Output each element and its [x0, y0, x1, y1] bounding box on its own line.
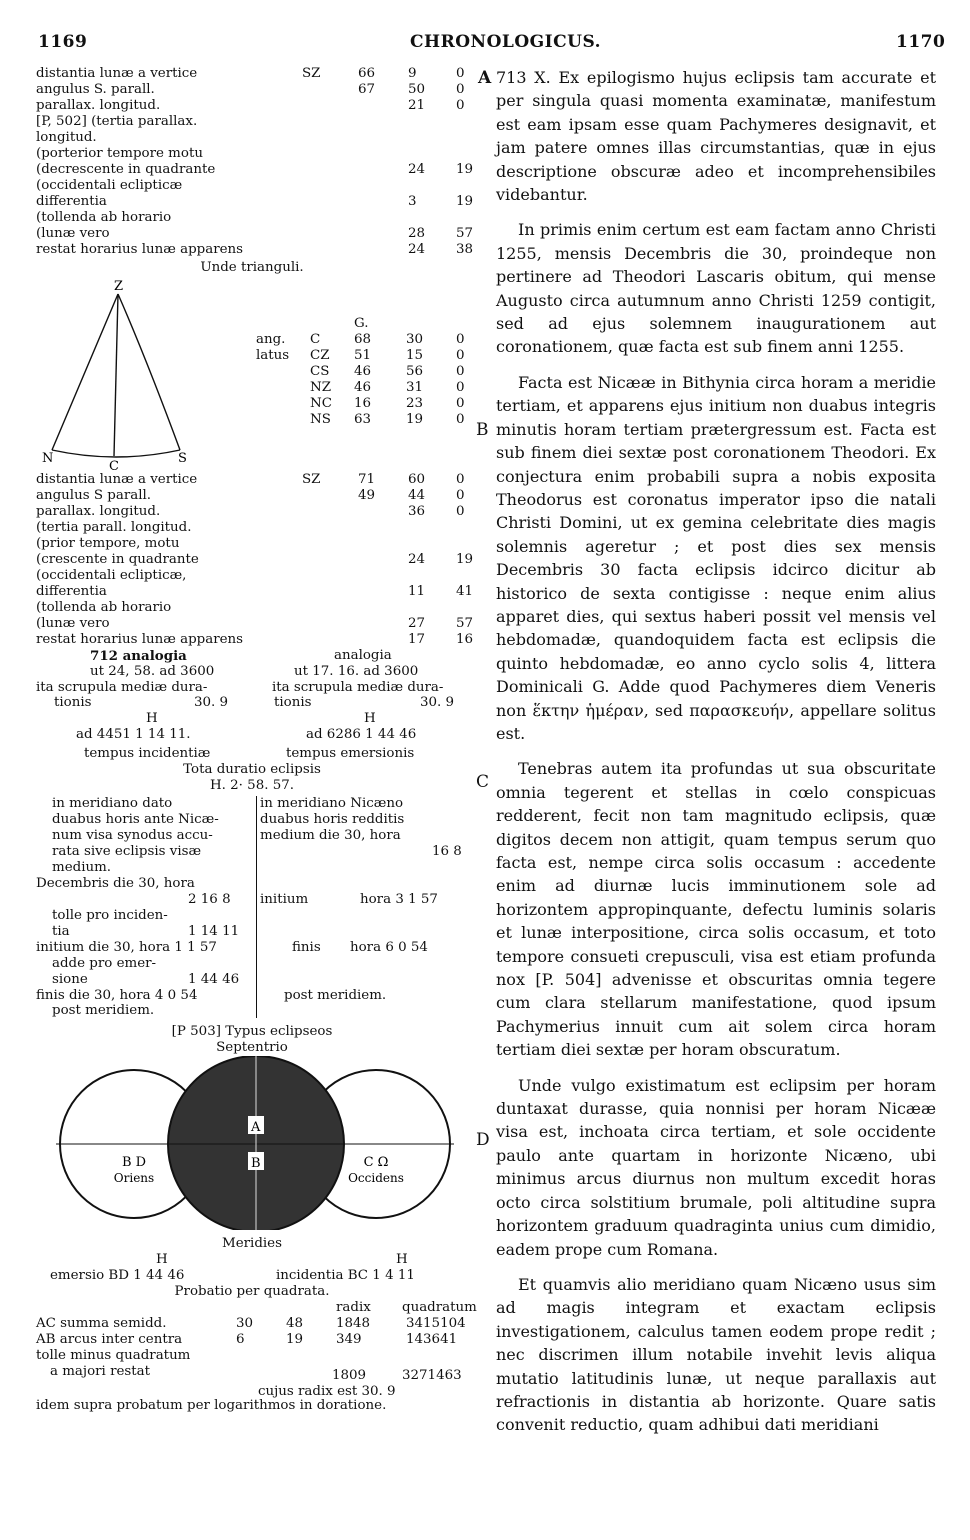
angles-header: G. — [354, 316, 369, 331]
probatio-table — [36, 1300, 477, 1413]
analogia-left-2: ita scrupula mediæ dura- — [36, 680, 208, 695]
angles-value: 15 — [406, 348, 424, 363]
margin-letter-b: B — [476, 420, 489, 440]
meridian-dec-line: Decembris die 30, hora — [36, 876, 195, 891]
probatio-col-radix: radix — [336, 1300, 371, 1315]
angles-value: 68 — [354, 332, 372, 347]
t2-value: 19 — [456, 552, 474, 567]
paragraph-5: Unde vulgo existimatum est eclipsim per horam duntaxat durasse, quia nonnisi per horam Nicææ visa est, inchoata circa tertiam, et sole occidente paulo ante quartam in horizonte Nicæno, ubi minimus arcus diurnus non multum excedit horas octo circa solstitium brumale, poli altitudine supra horizontem graduum quadraginta unius cum dimidio, eadem prope cum Romana. — [496, 1075, 936, 1259]
probatio-row — [36, 1316, 468, 1332]
angles-value: 0 — [456, 332, 465, 347]
t2-label: distantia lunæ a vertice — [36, 472, 198, 487]
tota-duratio-value: H. 2· 58. 57. — [209, 778, 295, 793]
angles-value: 51 — [354, 348, 372, 363]
angles-value: 46 — [354, 364, 372, 379]
t1-value: 21 — [408, 98, 426, 113]
t1-row — [36, 210, 468, 226]
t1-label: parallax. longitud. — [36, 98, 161, 113]
t1-value: 0 — [456, 82, 465, 97]
t1-label: [P, 502] (tertia parallax. — [36, 114, 198, 129]
t1-value: 9 — [408, 66, 417, 81]
probatio-a: 30 — [236, 1316, 254, 1331]
t1-label: (decrescente in quadrante — [36, 162, 216, 177]
right-column — [496, 66, 936, 1449]
angles-value: 31 — [406, 380, 424, 395]
probatio-tolle-2: a majori restat — [50, 1364, 151, 1379]
t2-row — [36, 552, 474, 568]
analogia-left-4: ad 4451 1 14 11. — [76, 727, 191, 742]
t2-row — [36, 504, 468, 520]
t2-label: (crescente in quadrante — [36, 552, 199, 567]
probatio-a: 6 — [236, 1332, 245, 1347]
emersio-block — [36, 1252, 468, 1284]
analogia-right-1: ut 17. 16. ad 3600 — [294, 664, 419, 679]
t1-label: restat horarius lunæ apparens — [36, 242, 244, 257]
triangle-base — [52, 450, 180, 457]
t1-value: 24 — [408, 242, 426, 257]
running-title: CHRONOLOGICUS. — [410, 32, 602, 52]
probatio-rest-quad: 3271463 — [402, 1368, 462, 1383]
meridian-adde-1: adde pro emer- — [52, 956, 157, 971]
angles-value: 56 — [406, 364, 424, 379]
meridian-left-line: duabus horis ante Nicæ- — [52, 812, 219, 827]
t1-label: (occidentali eclipticæ — [36, 178, 183, 193]
t2-value: 0 — [456, 472, 465, 487]
t1-row — [36, 194, 474, 210]
margin-letter-d: D — [476, 1130, 490, 1150]
t1-label: (porterior tempore motu — [36, 146, 203, 161]
probatio-label: AB arcus inter centra — [36, 1332, 183, 1347]
t2-value: 11 — [408, 584, 426, 599]
angles-value: 19 — [406, 412, 424, 427]
figure-label-a: A — [251, 1120, 261, 1135]
t1-row — [36, 162, 474, 178]
meridian-post-2: post meridiem. — [52, 1003, 155, 1018]
t1-value: 38 — [456, 242, 474, 257]
t2-value: 0 — [456, 504, 465, 519]
angles-value: 23 — [406, 396, 424, 411]
t2-row — [36, 632, 474, 648]
angles-b: NZ — [310, 380, 332, 395]
right-circle-label: C Ω — [363, 1155, 389, 1170]
figure-label-b: B — [251, 1156, 261, 1171]
angles-a: latus — [256, 348, 290, 363]
meridian-right-line: duabus horis redditis — [260, 812, 405, 827]
paragraph-6: Et quamvis alio meridiano quam Nicæno usus sim ad magis integram et exactam eclipsis investigationem, calculus tamen eodem prope redit ; nec discrimen illum notabile invehit levis aliqua mutatio latitudinis lunæ, ut neque parallaxis aut refractionis in distantia ab horizonte. Quare satis convenit reductio, quam adhibui dati meridiani — [496, 1274, 936, 1435]
analogia-h-left: H — [146, 711, 158, 726]
t1-row — [36, 146, 468, 162]
paragraph-4: Tenebras autem ita profundas ut sua obscuritate omnia tegerent et stellas in cœlo conspicuas redderent, fecit non tam magnitudo eclipsis, quæ digitos decem non attigit, quam tempus serum quo facta est, nempe circa solis occasum : accedente enim ad diurnæ lucis imminutionem sole ad horizontem appropinquante, defectu luminis solaris et lunæ interpositione, circa solis occasum, et toto tempore consueti crepusculi, visa est etiam profunda nox [P. 504] advenisse et obscuritas omnia tegere cum clara stellarum manifestatione, quod ipsum Pachymerius innuit cum ait solem circa horam tertiam diei sextæ per horam obscuratum. — [496, 759, 936, 1060]
parallax-table-2 — [36, 472, 474, 648]
meridian-left-line: in meridiano dato — [52, 796, 173, 811]
analogia-right-4: ad 6286 1 44 46 — [306, 727, 417, 742]
t1-label: (lunæ vero — [36, 226, 110, 241]
t2-label: (prior tempore, motu — [36, 536, 180, 551]
meridian-finis-label: finis — [292, 940, 321, 955]
probatio-col-quadr: quadratum — [402, 1300, 477, 1315]
t1-row — [36, 82, 468, 98]
meridian-initium-hora: hora 3 1 57 — [360, 892, 438, 907]
paragraph-2: In primis enim certum est eam factam anno Christi 1255, mensis Decembris die 30, proindeque non pertinere ad Theodori Lascaris obitum, qui mense Augusto circa autumnum anno Christi 1259 contigit, sed ad ejus solemnem inaugurationem aut coronationem, quæ facta est sub finem anni 1255. — [496, 220, 936, 357]
label-c: C — [109, 459, 119, 472]
meridian-block — [36, 796, 468, 1018]
meridian-left-line: medium. — [52, 860, 112, 875]
angles-value: 0 — [456, 364, 465, 379]
angles-b: CS — [310, 364, 330, 379]
page-number-left: 1169 — [38, 32, 88, 52]
angles-b: NS — [310, 412, 331, 427]
t1-value: 19 — [456, 194, 474, 209]
t1-label: distantia lunæ a vertice — [36, 66, 198, 81]
figure-caption: [P 503] Typus eclipseos — [171, 1024, 333, 1039]
meridian-initium-label: initium — [260, 892, 309, 907]
paragraph-3: Facta est Nicææ in Bithynia circa horam a meridie tertiam, et apparens ejus initium non duabus integris minutis horam tertiam prætergressum est. Facta est sub finem diei sextæ post coronationem Theodori. Ex conjectura enim probabili supra a nobis exposita Theodorus est coronatus imperator ipso die natali Christi Domini, ut ex gemina celebritate dies magis solemnis ageretur ; et post dies sex mensis Decembris 30 facta eclipsis idcirco dicitur ab historico de sexta contigisse : neque enim alius apparet dies, qui sextus haberi possit vel mensis vel hebdomadæ, quandoquidem facta est eclipsis die quinto hebdomadæ, eo anno cyclo solis 4, littera Dominicali G. Adde quod Pachymeres diem Veneris non ἕκτην ἡμέραν, sed παρασκευήν, appellare solitus est. — [496, 372, 936, 743]
t1-row — [36, 242, 474, 258]
meridian-finis-hora: hora 6 0 54 — [350, 940, 428, 955]
t2-label: angulus S parall. — [36, 488, 152, 503]
triangle-side-zn — [52, 294, 118, 450]
angles-row — [216, 412, 468, 428]
figure-north: Septentrio — [216, 1040, 288, 1055]
margin-letter-c: C — [476, 772, 490, 792]
angles-row — [216, 332, 468, 348]
page-number-right: 1170 — [896, 32, 946, 52]
t1-label: (tollenda ab horario — [36, 210, 172, 225]
t2-label: parallax. longitud. — [36, 504, 161, 519]
t2-value: 57 — [456, 616, 474, 631]
unde-trianguli: Unde trianguli. — [200, 260, 304, 275]
probatio-label: AC summa semidd. — [36, 1316, 167, 1331]
meridian-post-1: post meridiem. — [284, 988, 387, 1003]
meridian-adde-2: sione — [52, 972, 88, 987]
figure-south: Meridies — [222, 1236, 282, 1251]
analogia-right-2: ita scrupula mediæ dura- — [272, 680, 444, 695]
t1-value: 19 — [456, 162, 474, 177]
t2-value: 71 — [358, 472, 376, 487]
t2-row — [36, 488, 468, 504]
analogia-right-3: tionis — [274, 695, 312, 710]
t1-row — [36, 178, 468, 194]
t2-row — [36, 472, 468, 488]
angles-value: 0 — [456, 396, 465, 411]
emersio-right: incidentia BC 1 4 11 — [276, 1268, 415, 1283]
probatio-b: 48 — [286, 1316, 304, 1331]
parallax-table-1 — [36, 66, 474, 258]
emersio-h2: H — [396, 1252, 408, 1267]
t2-value: 44 — [408, 488, 426, 503]
probatio-radix: 349 — [336, 1332, 362, 1347]
left-column — [36, 66, 477, 1413]
t2-value: 36 — [408, 504, 426, 519]
meridian-finis-die: finis die 30, hora 4 0 54 — [36, 988, 198, 1003]
angles-value: 16 — [354, 396, 372, 411]
meridian-initium-die: initium die 30, hora 1 1 57 — [36, 940, 217, 955]
t1-row — [36, 66, 468, 82]
meridian-dec-value: 2 16 8 — [188, 892, 231, 907]
analogia-left-title: 712 analogia — [90, 648, 187, 664]
probatio-radix: 1848 — [336, 1316, 371, 1331]
meridian-right-value: 16 8 — [432, 844, 462, 859]
analogia-right-5: tempus emersionis — [286, 746, 415, 761]
angles-b: NC — [310, 396, 332, 411]
t1-label: longitud. — [36, 130, 97, 145]
probatio-rest-radix: 1809 — [332, 1368, 367, 1383]
meridian-left-line: num visa synodus accu- — [52, 828, 213, 843]
t2-value: 24 — [408, 552, 426, 567]
t2-value: 60 — [408, 472, 426, 487]
t2-row — [36, 616, 474, 632]
angles-row — [216, 380, 468, 396]
angles-row — [216, 396, 468, 412]
t1-value: 3 — [408, 194, 417, 209]
angles-value: 63 — [354, 412, 372, 427]
t1-row — [36, 98, 468, 114]
meridian-tolle-value: 1 14 11 — [188, 924, 240, 939]
analogia-left-3: tionis — [54, 695, 92, 710]
t2-label: differentia — [36, 584, 107, 599]
t2-value: 49 — [358, 488, 376, 503]
angles-value: 30 — [406, 332, 424, 347]
t2-value: 17 — [408, 632, 426, 647]
t1-value: 66 — [358, 66, 376, 81]
t1-value: 0 — [456, 98, 465, 113]
t2-label: (occidentali eclipticæ, — [36, 568, 187, 583]
analogia-h-right: H — [364, 711, 376, 726]
t1-value: 57 — [456, 226, 474, 241]
probatio-b: 19 — [286, 1332, 304, 1347]
probatio-idem: idem supra probatum per logarithmos in doratione. — [36, 1398, 387, 1413]
t1-value: 24 — [408, 162, 426, 177]
analogia-left-5: tempus incidentiæ — [84, 746, 211, 761]
label-n: N — [42, 451, 54, 466]
analogia-block — [36, 648, 468, 746]
t1-code: SZ — [302, 66, 321, 81]
t2-row — [36, 584, 474, 600]
t2-value: 16 — [456, 632, 474, 647]
tota-duratio: Tota duratio eclipsis — [183, 762, 321, 777]
analogia-right-title: analogia — [334, 648, 392, 663]
triangle-side-zc — [114, 294, 118, 456]
emersio-h1: H — [156, 1252, 168, 1267]
emersio-left: emersio BD 1 44 46 — [50, 1268, 185, 1283]
meridian-right-line: in meridiano Nicæno — [260, 796, 404, 811]
label-z: Z — [114, 279, 124, 294]
spherical-triangle-diagram — [36, 278, 206, 472]
probatio-title: Probatio per quadrata. — [174, 1284, 330, 1299]
margin-letter-a: A — [478, 68, 492, 88]
analogia-left-1: ut 24, 58. ad 3600 — [90, 664, 215, 679]
paragraph-1: 713 X. Ex epilogismo hujus eclipsis tam accurate et per singula quasi momenta examinatæ, manifestum est eam ipsam esse quam Pachymeres designavit, et jam patere omnes illas circumstantias, quæ in ejus descriptione obscuræ adeo et incomprehensibiles videbantur. — [496, 68, 936, 205]
t1-label: angulus S. parall. — [36, 82, 155, 97]
left-circle-oriens: Oriens — [113, 1171, 155, 1185]
triangle-side-zs — [118, 294, 180, 450]
t2-label: (tollenda ab horario — [36, 600, 172, 615]
t1-row — [36, 130, 468, 146]
meridian-left-line: rata sive eclipsis visæ — [52, 844, 202, 859]
t2-label: restat horarius lunæ apparens — [36, 632, 244, 647]
analogia-left-3b: 30. 9 — [194, 695, 229, 710]
t1-value: 0 — [456, 66, 465, 81]
probatio-tolle-1: tolle minus quadratum — [36, 1348, 191, 1363]
angles-value: 0 — [456, 412, 465, 427]
eclipse-figure — [36, 1056, 468, 1230]
t1-value: 28 — [408, 226, 426, 241]
probatio-row — [36, 1332, 468, 1348]
triangle-block — [36, 278, 468, 472]
angles-value: 46 — [354, 380, 372, 395]
t2-row — [36, 568, 468, 584]
t1-row — [36, 114, 468, 130]
angles-a: ang. — [256, 332, 286, 347]
probatio-cujus: cujus radix est 30. 9 — [258, 1384, 396, 1399]
angles-b: CZ — [310, 348, 330, 363]
meridian-tolle-2: tia — [52, 924, 70, 939]
angles-b: C — [310, 332, 321, 347]
t2-value: 27 — [408, 616, 426, 631]
angles-row — [216, 364, 468, 380]
meridian-tolle-1: tolle pro inciden- — [52, 908, 168, 923]
probatio-quad: 143641 — [406, 1332, 458, 1347]
right-circle-occidens: Occidens — [348, 1171, 404, 1185]
t2-value: 0 — [456, 488, 465, 503]
left-circle-label: B D — [121, 1155, 147, 1170]
t2-label: (tertia parall. longitud. — [36, 520, 192, 535]
meridian-adde-value: 1 44 46 — [188, 972, 240, 987]
t2-label: (lunæ vero — [36, 616, 110, 631]
t2-row — [36, 536, 468, 552]
t2-row — [36, 520, 468, 536]
meridian-divider — [256, 796, 257, 1018]
t1-value: 50 — [408, 82, 426, 97]
meridian-right-line: medium die 30, hora — [260, 828, 401, 843]
angles-row — [216, 348, 468, 364]
analogia-right-3b: 30. 9 — [420, 695, 455, 710]
t1-value: 67 — [358, 82, 376, 97]
t2-code: SZ — [302, 472, 321, 487]
t1-label: differentia — [36, 194, 107, 209]
t2-row — [36, 600, 468, 616]
t1-row — [36, 226, 474, 242]
label-s: S — [178, 451, 187, 466]
angles-table — [216, 316, 468, 428]
probatio-quad: 3415104 — [406, 1316, 466, 1331]
angles-value: 0 — [456, 348, 465, 363]
angles-value: 0 — [456, 380, 465, 395]
t2-value: 41 — [456, 584, 474, 599]
